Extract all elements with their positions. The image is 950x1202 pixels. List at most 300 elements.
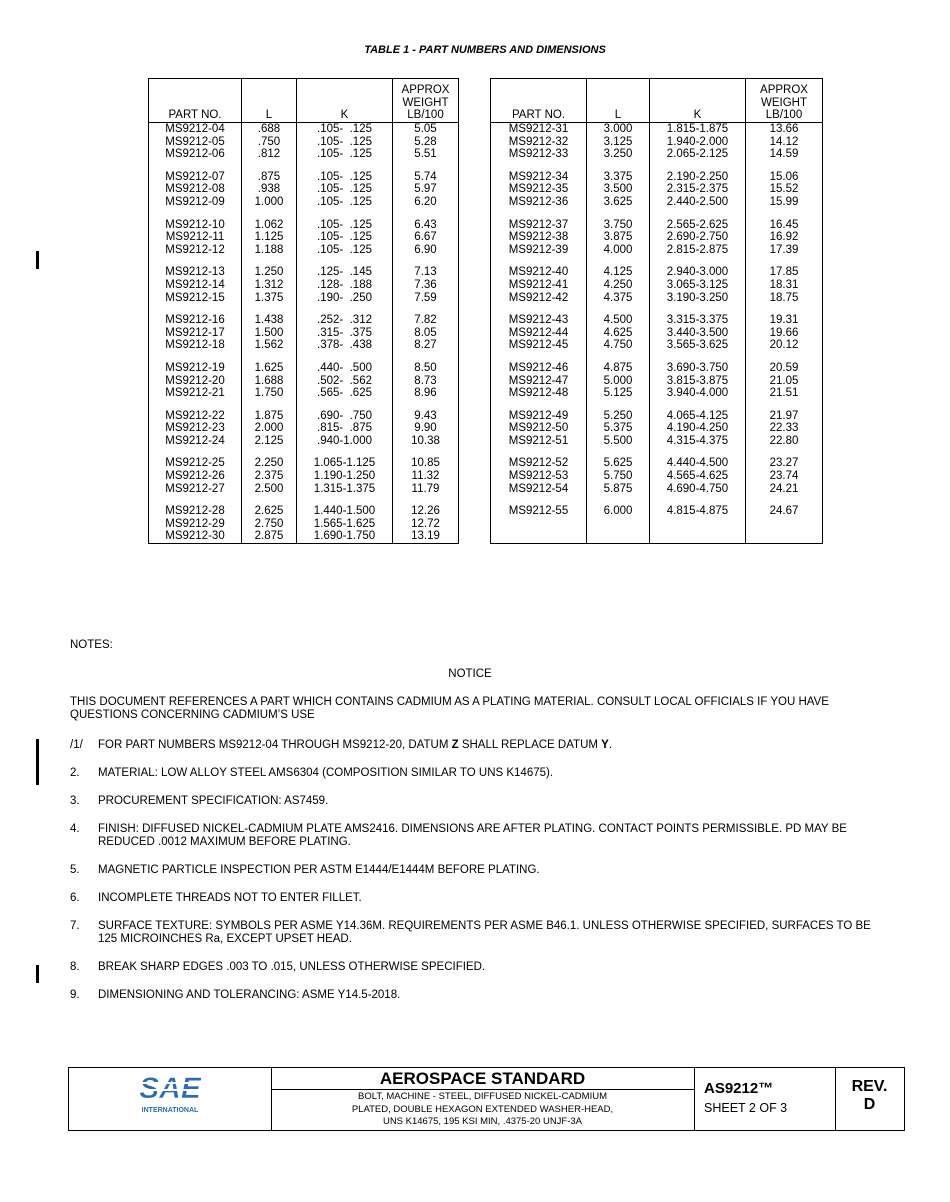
cell-l: 3.375	[587, 171, 650, 184]
notice-title: NOTICE	[448, 668, 492, 680]
table-row	[491, 435, 823, 448]
cell-part-no: MS9212-13	[149, 266, 242, 279]
table-row	[149, 196, 459, 209]
cell-l: 3.000	[587, 123, 650, 136]
sae-logo-text: SAE	[139, 1072, 201, 1105]
table-row	[149, 148, 459, 161]
note-text: BREAK SHARP EDGES .003 TO .015, UNLESS OTHERWISE SPECIFIED.	[98, 961, 486, 973]
cell-part-no: MS9212-08	[149, 183, 242, 196]
note-number: 4.	[70, 823, 80, 835]
cell-weight: 8.96	[393, 387, 459, 400]
table-row	[491, 171, 823, 184]
cell-weight: 21.51	[746, 387, 823, 400]
cell-k: 2.065-2.125	[650, 148, 746, 161]
table-row	[491, 362, 823, 375]
cell-k: 4.690-4.750	[650, 483, 746, 496]
cell-weight: 10.85	[393, 457, 459, 470]
table-row	[491, 387, 823, 400]
table-row	[491, 483, 823, 496]
table-row	[149, 219, 459, 232]
cell-l: 1.312	[242, 279, 297, 292]
table-row	[491, 196, 823, 209]
cell-weight: 9.43	[393, 410, 459, 423]
table-row	[149, 422, 459, 435]
cell-l: 4.000	[587, 244, 650, 257]
table-row	[149, 136, 459, 149]
note-text: DIMENSIONING AND TOLERANCING: ASME Y14.5-2018.	[98, 989, 401, 1001]
parts-table-left	[148, 78, 459, 544]
cell-weight: 7.59	[393, 292, 459, 305]
cell-part-no: MS9212-33	[491, 148, 587, 161]
cell-part-no: MS9212-22	[149, 410, 242, 423]
cell-k: 1.565-1.625	[297, 518, 393, 531]
row-spacer	[149, 209, 459, 219]
cell-l: 4.500	[587, 314, 650, 327]
cell-weight	[746, 518, 823, 531]
note-number: 6.	[70, 892, 80, 904]
sheet-number: SHEET 2 OF 3	[704, 1101, 788, 1115]
cell-part-no: MS9212-31	[491, 123, 587, 136]
cell-l: .938	[242, 183, 297, 196]
cell-l: 2.375	[242, 470, 297, 483]
table-row	[149, 339, 459, 352]
cell-k: 1.815-1.875	[650, 123, 746, 136]
cell-part-no: MS9212-53	[491, 470, 587, 483]
cell-l: 4.750	[587, 339, 650, 352]
table-row	[491, 410, 823, 423]
cell-weight: 16.45	[746, 219, 823, 232]
row-spacer	[491, 447, 823, 457]
change-bar	[36, 965, 39, 983]
note-number: 9.	[70, 989, 80, 1001]
cell-weight: 22.33	[746, 422, 823, 435]
cell-weight: 7.13	[393, 266, 459, 279]
cell-k	[650, 518, 746, 531]
cell-weight: 10.38	[393, 435, 459, 448]
header-weight: APPROX WEIGHT LB/100	[393, 79, 459, 123]
cell-k: 1.440-1.500	[297, 505, 393, 518]
table-row	[491, 339, 823, 352]
sae-logo	[69, 1068, 272, 1130]
cell-part-no: MS9212-07	[149, 171, 242, 184]
cell-k: 3.190-3.250	[650, 292, 746, 305]
table-row	[491, 470, 823, 483]
cell-weight: 8.73	[393, 375, 459, 388]
cell-l: 5.875	[587, 483, 650, 496]
cell-part-no: MS9212-38	[491, 231, 587, 244]
table-row	[149, 505, 459, 518]
cell-l: 5.500	[587, 435, 650, 448]
cell-k: 2.190-2.250	[650, 171, 746, 184]
cell-k: 1.065-1.125	[297, 457, 393, 470]
cell-l: 1.188	[242, 244, 297, 257]
part-description: BOLT, MACHINE - STEEL, DIFFUSED NICKEL-CADMIUM PLATED, DOUBLE HEXAGON EXTENDED WASHER-HEAD, UNS K14675, 195 KSI MIN, .4375-20 UNJF-3A	[351, 1091, 614, 1127]
table-row	[149, 279, 459, 292]
notes-list	[70, 739, 880, 1017]
cell-k	[650, 530, 746, 543]
cell-k: 3.940-4.000	[650, 387, 746, 400]
cell-weight: 24.21	[746, 483, 823, 496]
header-l: L	[587, 79, 650, 123]
cell-part-no: MS9212-55	[491, 505, 587, 518]
cell-weight: 18.31	[746, 279, 823, 292]
cell-l: .812	[242, 148, 297, 161]
cell-l: 5.125	[587, 387, 650, 400]
cell-weight: 13.19	[393, 530, 459, 543]
cell-part-no: MS9212-47	[491, 375, 587, 388]
table-row	[149, 518, 459, 531]
cell-part-no: MS9212-23	[149, 422, 242, 435]
sae-logo-graphic	[69, 1068, 271, 1130]
note-item	[70, 823, 880, 849]
note-item	[70, 920, 880, 946]
cell-weight: 7.36	[393, 279, 459, 292]
cell-part-no: MS9212-19	[149, 362, 242, 375]
cell-l: 2.125	[242, 435, 297, 448]
note-text: FOR PART NUMBERS MS9212-04 THROUGH MS9212-20, DATUM Z SHALL REPLACE DATUM Y.	[98, 739, 613, 751]
cell-part-no: MS9212-27	[149, 483, 242, 496]
cell-part-no: MS9212-11	[149, 231, 242, 244]
cell-k: .502- .562	[297, 375, 393, 388]
cell-part-no: MS9212-39	[491, 244, 587, 257]
table-row	[491, 422, 823, 435]
cell-l: 2.750	[242, 518, 297, 531]
note-item	[70, 795, 880, 808]
cell-weight: 16.92	[746, 231, 823, 244]
cell-weight: 22.80	[746, 435, 823, 448]
cell-part-no: MS9212-41	[491, 279, 587, 292]
cell-k: .690- .750	[297, 410, 393, 423]
cell-weight: 12.26	[393, 505, 459, 518]
cell-l: 5.250	[587, 410, 650, 423]
cell-part-no	[491, 530, 587, 543]
table-title: TABLE 1 - PART NUMBERS AND DIMENSIONS	[364, 44, 606, 56]
cell-part-no: MS9212-51	[491, 435, 587, 448]
cell-weight: 5.28	[393, 136, 459, 149]
row-spacer	[149, 161, 459, 171]
cell-l: 2.500	[242, 483, 297, 496]
cell-part-no: MS9212-54	[491, 483, 587, 496]
cell-k: 3.690-3.750	[650, 362, 746, 375]
cell-weight: 19.31	[746, 314, 823, 327]
cell-part-no: MS9212-32	[491, 136, 587, 149]
cell-l: 5.375	[587, 422, 650, 435]
cell-k: .105- .125	[297, 136, 393, 149]
cell-weight: 6.43	[393, 219, 459, 232]
cell-k: 4.065-4.125	[650, 410, 746, 423]
cell-weight: 5.97	[393, 183, 459, 196]
revision-label: REV.	[851, 1078, 888, 1095]
cell-l: 4.250	[587, 279, 650, 292]
cell-l: 5.625	[587, 457, 650, 470]
cell-weight: 14.12	[746, 136, 823, 149]
cell-l: 1.000	[242, 196, 297, 209]
title-block	[68, 1067, 905, 1131]
cell-k: 1.940-2.000	[650, 136, 746, 149]
table-row	[491, 123, 823, 136]
cell-k: .105- .125	[297, 244, 393, 257]
cell-l: 3.625	[587, 196, 650, 209]
cell-weight: 23.74	[746, 470, 823, 483]
cell-k: .105- .125	[297, 183, 393, 196]
cell-l: 5.750	[587, 470, 650, 483]
table-row	[149, 171, 459, 184]
cell-weight: 6.20	[393, 196, 459, 209]
standard-title: AEROSPACE STANDARD	[271, 1068, 694, 1090]
cell-weight: 8.50	[393, 362, 459, 375]
cell-k: 2.940-3.000	[650, 266, 746, 279]
note-number: 8.	[70, 961, 80, 973]
table-row	[149, 314, 459, 327]
table-row	[149, 292, 459, 305]
cell-k: .105- .125	[297, 148, 393, 161]
cell-l: 1.875	[242, 410, 297, 423]
cell-l: 5.000	[587, 375, 650, 388]
table-row	[491, 314, 823, 327]
cell-l: .875	[242, 171, 297, 184]
cell-part-no: MS9212-49	[491, 410, 587, 423]
note-item	[70, 739, 880, 752]
cell-k: .105- .125	[297, 123, 393, 136]
row-spacer	[491, 495, 823, 505]
cell-part-no	[491, 518, 587, 531]
table-row	[491, 279, 823, 292]
table-row	[149, 266, 459, 279]
table-row	[491, 136, 823, 149]
cell-k: 2.565-2.625	[650, 219, 746, 232]
cell-part-no: MS9212-06	[149, 148, 242, 161]
cell-part-no: MS9212-46	[491, 362, 587, 375]
cell-l: 3.500	[587, 183, 650, 196]
cell-weight: 18.75	[746, 292, 823, 305]
cell-l: 4.875	[587, 362, 650, 375]
cell-l: 3.750	[587, 219, 650, 232]
cell-k: .105- .125	[297, 219, 393, 232]
change-bar	[36, 251, 39, 269]
row-spacer	[149, 495, 459, 505]
cell-l: 1.250	[242, 266, 297, 279]
cell-l: 1.562	[242, 339, 297, 352]
row-spacer	[149, 352, 459, 362]
sae-logo-subtext: INTERNATIONAL	[141, 1107, 199, 1114]
row-spacer	[491, 304, 823, 314]
cell-part-no: MS9212-20	[149, 375, 242, 388]
cell-part-no: MS9212-44	[491, 327, 587, 340]
cell-l	[587, 530, 650, 543]
cell-weight: 11.79	[393, 483, 459, 496]
table-row	[149, 530, 459, 543]
row-spacer	[491, 256, 823, 266]
cell-k: 4.315-4.375	[650, 435, 746, 448]
note-number: 3.	[70, 795, 80, 807]
note-number: 7.	[70, 920, 80, 932]
cell-k: .105- .125	[297, 231, 393, 244]
note-item	[70, 892, 880, 905]
row-spacer	[491, 209, 823, 219]
cell-part-no: MS9212-14	[149, 279, 242, 292]
cell-k: .940-1.000	[297, 435, 393, 448]
cell-l: .688	[242, 123, 297, 136]
cell-part-no: MS9212-52	[491, 457, 587, 470]
cell-weight: 8.27	[393, 339, 459, 352]
cell-k: 2.315-2.375	[650, 183, 746, 196]
cell-l: 4.625	[587, 327, 650, 340]
cell-weight: 23.27	[746, 457, 823, 470]
cell-part-no: MS9212-40	[491, 266, 587, 279]
cell-part-no: MS9212-17	[149, 327, 242, 340]
table-row	[149, 470, 459, 483]
cell-k: .105- .125	[297, 196, 393, 209]
change-bar	[36, 739, 39, 785]
cell-part-no: MS9212-15	[149, 292, 242, 305]
cell-k: 2.690-2.750	[650, 231, 746, 244]
cell-l: 2.875	[242, 530, 297, 543]
cell-l: 2.625	[242, 505, 297, 518]
cell-k: .105- .125	[297, 171, 393, 184]
table-row	[491, 292, 823, 305]
cell-weight: 8.05	[393, 327, 459, 340]
title-cell	[271, 1068, 695, 1130]
cell-weight: 5.74	[393, 171, 459, 184]
cell-part-no: MS9212-29	[149, 518, 242, 531]
cell-part-no: MS9212-21	[149, 387, 242, 400]
note-text: INCOMPLETE THREADS NOT TO ENTER FILLET.	[98, 892, 362, 904]
row-spacer	[149, 400, 459, 410]
revision-value: D	[863, 1096, 876, 1113]
cell-k: 1.190-1.250	[297, 470, 393, 483]
cell-k: .190- .250	[297, 292, 393, 305]
table-row	[491, 375, 823, 388]
cell-part-no: MS9212-34	[491, 171, 587, 184]
cell-weight: 20.12	[746, 339, 823, 352]
cell-k: 4.190-4.250	[650, 422, 746, 435]
cell-weight: 6.90	[393, 244, 459, 257]
note-text: SURFACE TEXTURE: SYMBOLS PER ASME Y14.36M. REQUIREMENTS PER ASME B46.1. UNLESS OTHERWISE SPECIFIED, SURFACES TO BE 125 MICROINCHES Ra, EXCEPT UPSET HEAD.	[98, 920, 871, 945]
cell-l: 1.062	[242, 219, 297, 232]
note-text: MAGNETIC PARTICLE INSPECTION PER ASTM E1444/E1444M BEFORE PLATING.	[98, 864, 540, 876]
cell-l: 3.875	[587, 231, 650, 244]
cell-l: 3.250	[587, 148, 650, 161]
parts-table-right	[490, 78, 823, 544]
table-row	[149, 362, 459, 375]
cell-k: .565- .625	[297, 387, 393, 400]
table-row	[149, 231, 459, 244]
table-row	[149, 375, 459, 388]
cell-k: 1.315-1.375	[297, 483, 393, 496]
table-row	[491, 457, 823, 470]
cell-l: 2.000	[242, 422, 297, 435]
cell-weight: 15.06	[746, 171, 823, 184]
header-part-no: PART NO.	[491, 79, 587, 123]
row-spacer	[149, 256, 459, 266]
cell-weight: 15.99	[746, 196, 823, 209]
table-row	[491, 266, 823, 279]
note-text: MATERIAL: LOW ALLOY STEEL AMS6304 (COMPOSITION SIMILAR TO UNS K14675).	[98, 767, 554, 779]
cell-part-no: MS9212-48	[491, 387, 587, 400]
table-row	[149, 435, 459, 448]
table-row	[491, 244, 823, 257]
cell-weight: 15.52	[746, 183, 823, 196]
table-row	[149, 327, 459, 340]
cell-k: .815- .875	[297, 422, 393, 435]
table-row	[491, 183, 823, 196]
cell-weight: 21.97	[746, 410, 823, 423]
cell-part-no: MS9212-18	[149, 339, 242, 352]
cell-weight: 24.67	[746, 505, 823, 518]
cell-part-no: MS9212-28	[149, 505, 242, 518]
cell-k: .128- .188	[297, 279, 393, 292]
row-spacer	[149, 304, 459, 314]
cell-part-no: MS9212-25	[149, 457, 242, 470]
table-row	[149, 457, 459, 470]
note-text: PROCUREMENT SPECIFICATION: AS7459.	[98, 795, 329, 807]
cell-part-no: MS9212-16	[149, 314, 242, 327]
row-spacer	[491, 352, 823, 362]
cell-part-no: MS9212-24	[149, 435, 242, 448]
cell-l: 1.688	[242, 375, 297, 388]
cell-part-no: MS9212-43	[491, 314, 587, 327]
cell-weight: 5.05	[393, 123, 459, 136]
row-spacer	[491, 161, 823, 171]
table-row	[491, 530, 823, 543]
row-spacer	[149, 447, 459, 457]
header-part-no: PART NO.	[149, 79, 242, 123]
cell-weight: 6.67	[393, 231, 459, 244]
cell-l: 1.125	[242, 231, 297, 244]
header-weight: APPROX WEIGHT LB/100	[746, 79, 823, 123]
table-row	[491, 148, 823, 161]
cell-weight: 17.85	[746, 266, 823, 279]
note-item	[70, 989, 880, 1002]
cell-l: 1.625	[242, 362, 297, 375]
cell-l: 1.375	[242, 292, 297, 305]
cell-weight: 20.59	[746, 362, 823, 375]
cell-k: .252- .312	[297, 314, 393, 327]
note-item	[70, 864, 880, 877]
cell-weight	[746, 530, 823, 543]
cell-k: 3.065-3.125	[650, 279, 746, 292]
table-row	[491, 505, 823, 518]
note-number: 2.	[70, 767, 80, 779]
table-row	[491, 219, 823, 232]
table-row	[149, 410, 459, 423]
table-row	[491, 231, 823, 244]
cell-l: 6.000	[587, 505, 650, 518]
cell-k: 3.315-3.375	[650, 314, 746, 327]
cell-part-no: MS9212-10	[149, 219, 242, 232]
cell-l: 3.125	[587, 136, 650, 149]
table-row	[149, 387, 459, 400]
cell-part-no: MS9212-45	[491, 339, 587, 352]
cell-k: 4.440-4.500	[650, 457, 746, 470]
revision-cell	[835, 1068, 904, 1130]
table-row	[149, 183, 459, 196]
cell-k: 3.565-3.625	[650, 339, 746, 352]
cell-weight: 9.90	[393, 422, 459, 435]
header-k: K	[650, 79, 746, 123]
table-row	[149, 483, 459, 496]
cell-k: .440- .500	[297, 362, 393, 375]
note-item	[70, 961, 880, 974]
document-cell	[694, 1068, 836, 1130]
cell-k: 3.440-3.500	[650, 327, 746, 340]
cell-part-no: MS9212-30	[149, 530, 242, 543]
cell-part-no: MS9212-37	[491, 219, 587, 232]
cell-weight: 5.51	[393, 148, 459, 161]
cell-l: 1.750	[242, 387, 297, 400]
cell-l: 1.500	[242, 327, 297, 340]
cell-weight: 12.72	[393, 518, 459, 531]
